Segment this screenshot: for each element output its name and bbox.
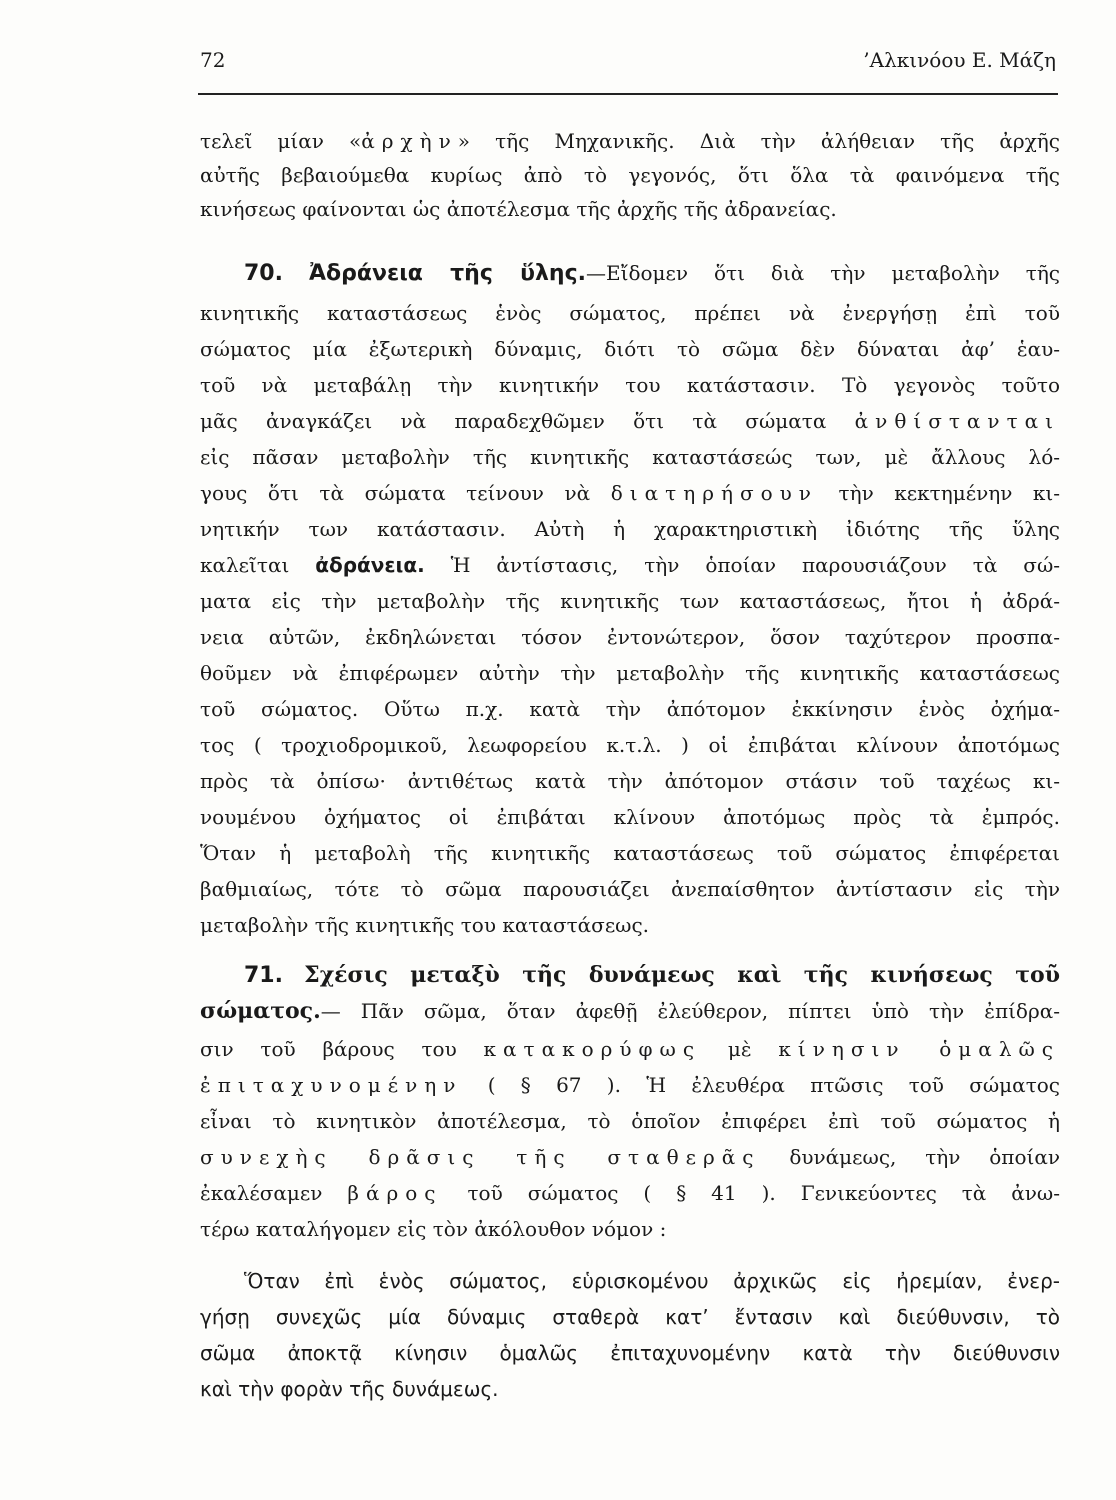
text-line: τέρω καταλήγομεν εἰς τὸν ἀκόλουθον νόμον : [200, 1217, 667, 1241]
text-line: σώματος μία ἐξωτερικὴ δύναμις, διότι τὸ σῶμα δὲν δύναται ἀφ’ ἑαυ- [200, 337, 1060, 361]
text-line: τοῦ σώματος. Οὕτω π.χ. κατὰ τὴν ἀπότομον ἐκκίνησιν ἑνὸς ὀχήμα- [200, 697, 1060, 721]
text-line [200, 994, 1060, 1028]
text-line: θοῦμεν νὰ ἐπιφέρωμεν αὐτὴν τὴν μεταβολὴν τῆς κινητικῆς καταστάσεως [200, 661, 1060, 685]
text-line: εἶναι τὸ κινητικὸν ἀποτέλεσμα, τὸ ὁποῖον ἐπιφέρει ἐπὶ τοῦ σώματος ἡ [200, 1109, 1060, 1133]
text-segment: ἐκαλέσαμεν [200, 1181, 323, 1205]
text-line: σῶμα ἀποκτᾷ κίνησιν ὁμαλῶς ἐπιταχυνομένην κατὰ τὴν διεύθυνσιν [200, 1341, 1060, 1365]
section-heading-line [244, 256, 1060, 290]
text-line: γήσῃ συνεχῶς μία δύναμις σταθερὰ κατ’ ἔντασιν καὶ διεύθυνσιν, τὸ [200, 1305, 1060, 1329]
text-segment: » τῆς Μηχανικῆς. Διὰ τὴν ἀλήθειαν τῆς ἀρχῆς [457, 129, 1060, 153]
text-line: νητικήν των κατάστασιν. Αὐτὴ ἡ χαρακτηριστικὴ ἰδιότης τῆς ὕλης [200, 517, 1060, 541]
text-line: Ὅταν ἡ μεταβολὴ τῆς κινητικῆς καταστάσεως τοῦ σώματος ἐπιφέρεται [200, 841, 1060, 865]
section-heading-line [244, 958, 1060, 992]
text-segment: δυνάμεως, τὴν ὁποίαν [789, 1145, 1060, 1169]
text-line [200, 1032, 1060, 1066]
text-line: Ὅταν ἐπὶ ἑνὸς σώματος, εὑρισκομένου ἀρχικῶς εἰς ἠρεμίαν, ἐνερ- [244, 1269, 1060, 1293]
text-line: νουμένου ὀχήματος οἱ ἐπιβάται κλίνουν ἀποτόμως πρὸς τὰ ἐμπρός. [200, 805, 1060, 829]
text-line [200, 1068, 1060, 1102]
text-line: ματα εἰς τὴν μεταβολὴν τῆς κινητικῆς των καταστάσεως, ἤτοι ἡ ἀδρά- [200, 589, 1060, 613]
section-title: Ἀδράνεια τῆς ὕλης. [308, 261, 586, 286]
text-line [200, 404, 1060, 438]
text-line: νεια αὐτῶν, ἐκδηλώνεται τόσον ἐντονώτερον, ὅσον ταχύτερον προσπα- [200, 625, 1060, 649]
spaced-term: ἀρχὴν [361, 129, 458, 153]
section-title: Σχέσις μεταξὺ τῆς δυνάμεως καὶ τῆς κινήσεως τοῦ [304, 962, 1060, 988]
text-segment: μὲ [727, 1037, 752, 1061]
text-line [200, 1140, 1060, 1174]
text-line: αὐτῆς βεβαιούμεθα κυρίως ἀπὸ τὸ γεγονός, ὅτι ὅλα τὰ φαινόμενα τῆς [200, 163, 1060, 187]
text-segment: ( § 67 ). Ἡ ἐλευθέρα πτῶσις τοῦ σώματος [487, 1073, 1060, 1097]
bold-term: ἀδράνεια. [315, 553, 425, 577]
text-line: βαθμιαίως, τότε τὸ σῶμα παρουσιάζει ἀνεπαίσθητον ἀντίστασιν εἰς τὴν [200, 877, 1060, 901]
text-line: κινητικῆς καταστάσεως ἑνὸς σώματος, πρέπει νὰ ἐνεργήσῃ ἐπὶ τοῦ [200, 301, 1060, 325]
text-segment: τὴν κεκτημένην κι- [838, 481, 1060, 505]
text-segment: τοῦ σώματος ( § 41 ). Γενικεύοντες τὰ ἀνω- [467, 1181, 1060, 1205]
spaced-term: κίνησιν ὁμαλῶς [778, 1037, 1060, 1061]
text-segment: μᾶς ἀναγκάζει νὰ παραδεχθῶμεν ὅτι τὰ σώματα [200, 409, 827, 433]
text-segment: — Πᾶν σῶμα, ὅταν ἀφεθῇ ἐλεύθερον, πίπτει ὑπὸ τὴν ἐπίδρα- [320, 999, 1060, 1023]
text-line: τος ( τροχιοδρομικοῦ, λεωφορείου κ.τ.λ. ) οἱ ἐπιβάται κλίνουν ἀποτόμως [200, 733, 1060, 757]
spaced-term: συνεχὴς δρᾶσις τῆς σταθερᾶς [200, 1145, 761, 1169]
spaced-term: βάρος [347, 1181, 443, 1205]
section-title-continued: σώματος. [200, 998, 321, 1024]
text-line: μεταβολὴν τῆς κινητικῆς του καταστάσεως. [200, 913, 650, 937]
spaced-term: διατηρήσουν [610, 481, 818, 505]
text-segment: καλεῖται [200, 553, 290, 577]
text-line [200, 548, 1060, 582]
text-line [200, 1176, 1060, 1210]
spaced-term: ἀνθίστανται [854, 409, 1060, 433]
header-rule [198, 93, 1058, 95]
text-segment: —Εἴδομεν ὅτι διὰ τὴν μεταβολὴν τῆς [586, 261, 1060, 285]
text-segment: σιν τοῦ βάρους του [200, 1037, 457, 1061]
text-line: κινήσεως φαίνονται ὡς ἀποτέλεσμα τῆς ἀρχῆς τῆς ἀδρανείας. [200, 197, 837, 221]
text-segment: τελεῖ μίαν « [200, 129, 362, 153]
text-line: τοῦ νὰ μεταβάλῃ τὴν κινητικήν του κατάστασιν. Τὸ γεγονὸς τοῦτο [200, 373, 1060, 397]
text-line: πρὸς τὰ ὀπίσω· ἀντιθέτως κατὰ τὴν ἀπότομον στάσιν τοῦ ταχέως κι- [200, 769, 1060, 793]
page-number: 72 [200, 48, 226, 72]
text-line [200, 124, 1060, 158]
running-head: ’Αλκινόου Ε. Μάζη [863, 48, 1056, 72]
text-segment: γους ὅτι τὰ σώματα τείνουν νὰ [200, 481, 591, 505]
text-line: καὶ τὴν φορὰν τῆς δυνάμεως. [200, 1377, 499, 1401]
section-number: 71. [244, 963, 283, 988]
text-line [200, 476, 1060, 510]
text-line: εἰς πᾶσαν μεταβολὴν τῆς κινητικῆς καταστάσεώς των, μὲ ἄλλους λό- [200, 445, 1060, 469]
spaced-term: κατακορύφως [483, 1037, 702, 1061]
spaced-term: ἐπιταχυνομένην [200, 1073, 463, 1097]
text-segment: Ἡ ἀντίστασις, τὴν ὁποίαν παρουσιάζουν τὰ σώ- [450, 553, 1060, 577]
section-number: 70. [244, 261, 283, 286]
